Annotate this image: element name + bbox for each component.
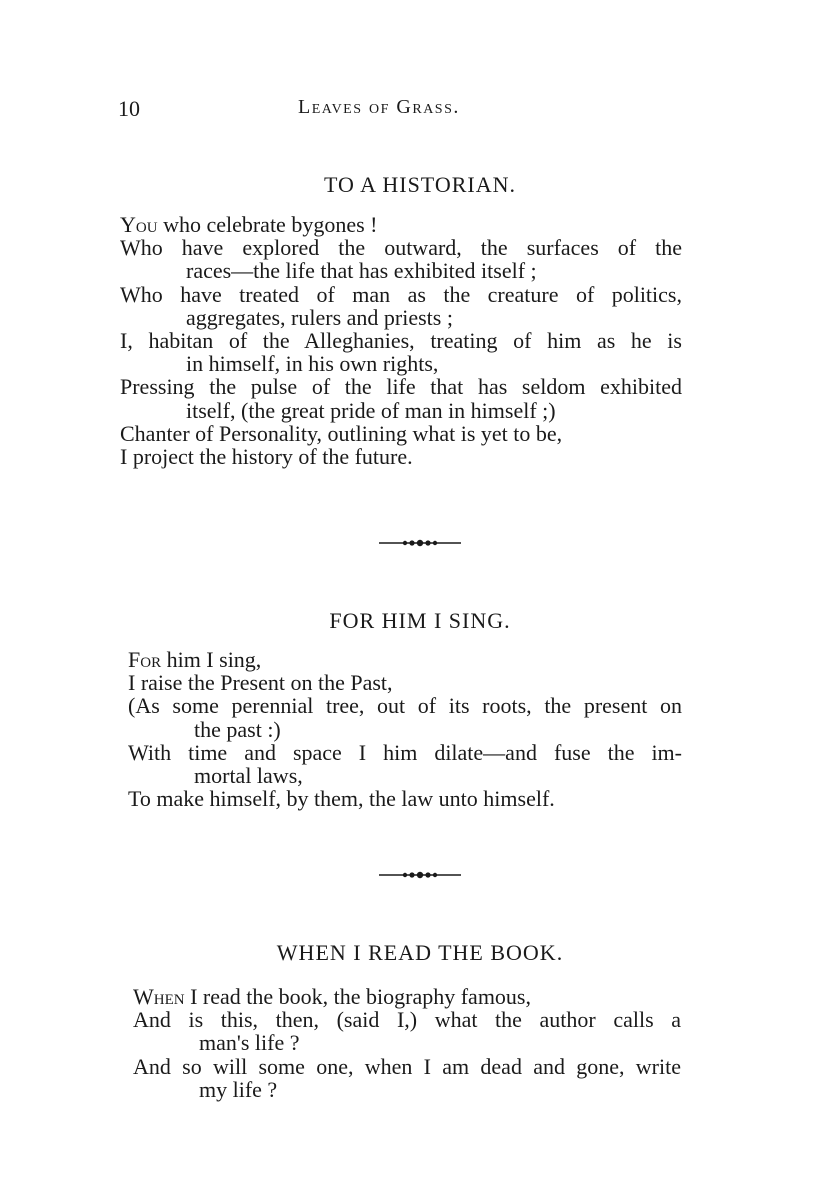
poem-line: [128, 648, 682, 671]
poem-line: I raise the Present on the Past,: [128, 670, 393, 696]
poem-line: I project the history of the future.: [120, 443, 413, 469]
poem-line: Who have treated of man as the creature of politics,: [120, 281, 682, 307]
poem-line: With time and space I him dilate—and fuse the im-: [128, 739, 682, 765]
poem-line: Who have explored the outward, the surfaces of the: [120, 235, 682, 261]
poem-first-word: You: [120, 212, 158, 237]
poem-line: mortal laws,: [194, 762, 303, 788]
poem-line-rest: him I sing,: [161, 647, 262, 672]
poem-line: aggregates, rulers and priests ;: [186, 304, 453, 330]
poem-line: my life ?: [199, 1076, 278, 1102]
poem-line: (As some perennial tree, out of its roots, the present on: [128, 693, 682, 719]
poem-line: [120, 213, 682, 236]
poem-title-to-a-historian: TO A HISTORIAN.: [323, 172, 517, 197]
poem-line-rest: I read the book, the biography famous,: [184, 984, 531, 1009]
divider-ornament: [0, 537, 840, 549]
poem-body-when-i-read-the-book: [133, 985, 681, 1101]
poem-line: the past :): [194, 716, 281, 742]
divider-ornament: [0, 869, 840, 881]
poem-line: Pressing the pulse of the life that has seldom exhibited: [120, 374, 682, 400]
poem-line: And so will some one, when I am dead and gone, write: [133, 1053, 681, 1079]
poem-line: in himself, in his own rights,: [186, 351, 439, 377]
poem-line: To make himself, by them, the law unto himself.: [128, 786, 555, 812]
poem-line: [133, 985, 681, 1008]
page-number: 10: [118, 96, 140, 121]
poem-first-word: When: [133, 984, 185, 1009]
running-head: [0, 96, 840, 126]
poem-body-to-a-historian: [120, 213, 682, 468]
running-title: Leaves of Grass.: [298, 96, 460, 118]
poem-line: And is this, then, (said I,) what the author calls a: [133, 1007, 681, 1033]
poem-line: races—the life that has exhibited itself ;: [186, 258, 537, 284]
poem-line: I, habitan of the Alleghanies, treating of him as he is: [120, 327, 682, 353]
poem-line: itself, (the great pride of man in himself ;): [186, 397, 556, 423]
poem-line-rest: who celebrate bygones !: [157, 212, 378, 237]
poem-first-word: For: [128, 647, 162, 672]
poem-body-for-him-i-sing: [128, 648, 682, 810]
poem-title-for-him-i-sing: FOR HIM I SING.: [329, 608, 511, 633]
poem-line: man's life ?: [199, 1030, 300, 1056]
poem-line: Chanter of Personality, outlining what is yet to be,: [120, 420, 563, 446]
poem-title-when-i-read-the-book: WHEN I READ THE BOOK.: [276, 940, 564, 965]
